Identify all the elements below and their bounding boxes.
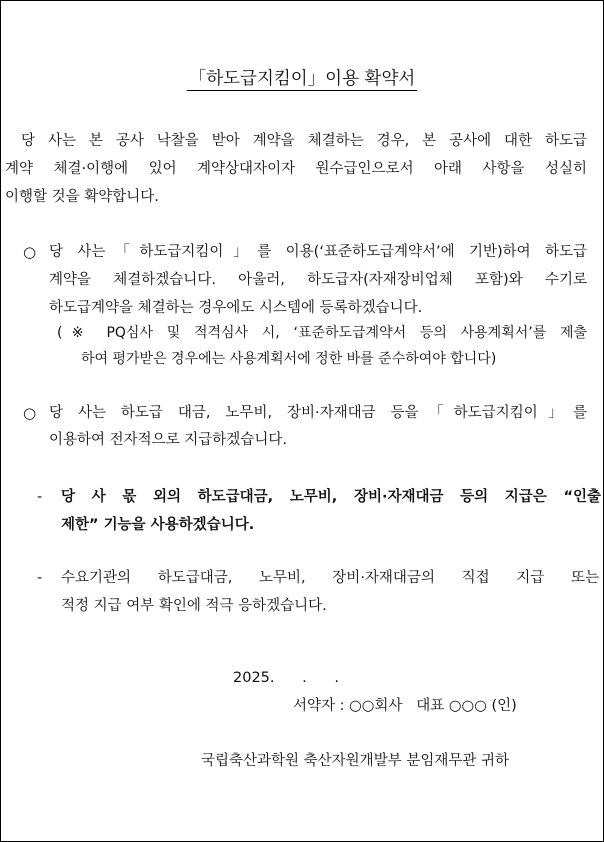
title-text: 「하도급지킴이」이용 확약서: [188, 69, 416, 89]
item1-line-2: 계약을 체결하겠습니다. 아울러, 하도급자(자재장비업체 포함)와 수기로: [49, 272, 587, 288]
signer-line: 서약자 : ○○회사 대표 ○○○ (인): [293, 698, 517, 714]
intro-line-2: 계약 체결·이행에 있어 계약상대자이자 원수급인으로서 아래 사항을 성실히: [5, 161, 587, 177]
item2-line-2: 이용하여 전자적으로 지급하겠습니다.: [49, 432, 287, 448]
item1-line-3: 하도급계약을 체결하는 경우에도 시스템에 등록하겠습니다.: [49, 300, 423, 316]
item2-bullet: ○: [23, 404, 37, 422]
sub2-line-1: 수요기관의 하도급대금, 노무비, 장비·자재대금의 직접 지급 또는: [61, 570, 599, 586]
item1-note-2: 하여 평가받은 경우에는 사용계획서에 정한 바를 준수하여야 합니다): [81, 351, 497, 367]
item1-note-1: (※ PQ심사 및 적격심사 시, ‘표준하도급계약서 등의 사용계획서’를 제출: [57, 325, 587, 341]
item1-line-1: 당 사는「하도급지킴이」를 이용(‘표준하도급계약서’에 기반)하여 하도급: [49, 244, 587, 260]
sub1-line-2: 제한” 기능을 사용하겠습니다.: [61, 517, 255, 533]
sub1-line-1: 당 사 몫 외의 하도급대금, 노무비, 장비·자재대금 등의 지급은 “인출: [61, 489, 601, 505]
item2-line-1: 당 사는 하도급 대금, 노무비, 장비·자재대금 등을「하도급지킴이」를: [49, 405, 587, 421]
sub2-line-2: 적정 지급 여부 확인에 적극 응하겠습니다.: [61, 598, 327, 614]
sub2-dash: -: [37, 570, 43, 586]
addressee-line: 국립축산과학원 축산자원개발부 분임재무관 귀하: [201, 753, 509, 769]
date-line: 2025. . .: [233, 670, 340, 686]
item1-bullet: ○: [23, 243, 37, 261]
intro-line-1: 당 사는 본 공사 낙찰을 받아 계약을 체결하는 경우, 본 공사에 대한 하도급: [21, 133, 587, 149]
sub1-dash: -: [37, 489, 43, 505]
intro-line-3: 이행할 것을 확약합니다.: [5, 189, 159, 205]
page-title: [1, 67, 603, 91]
